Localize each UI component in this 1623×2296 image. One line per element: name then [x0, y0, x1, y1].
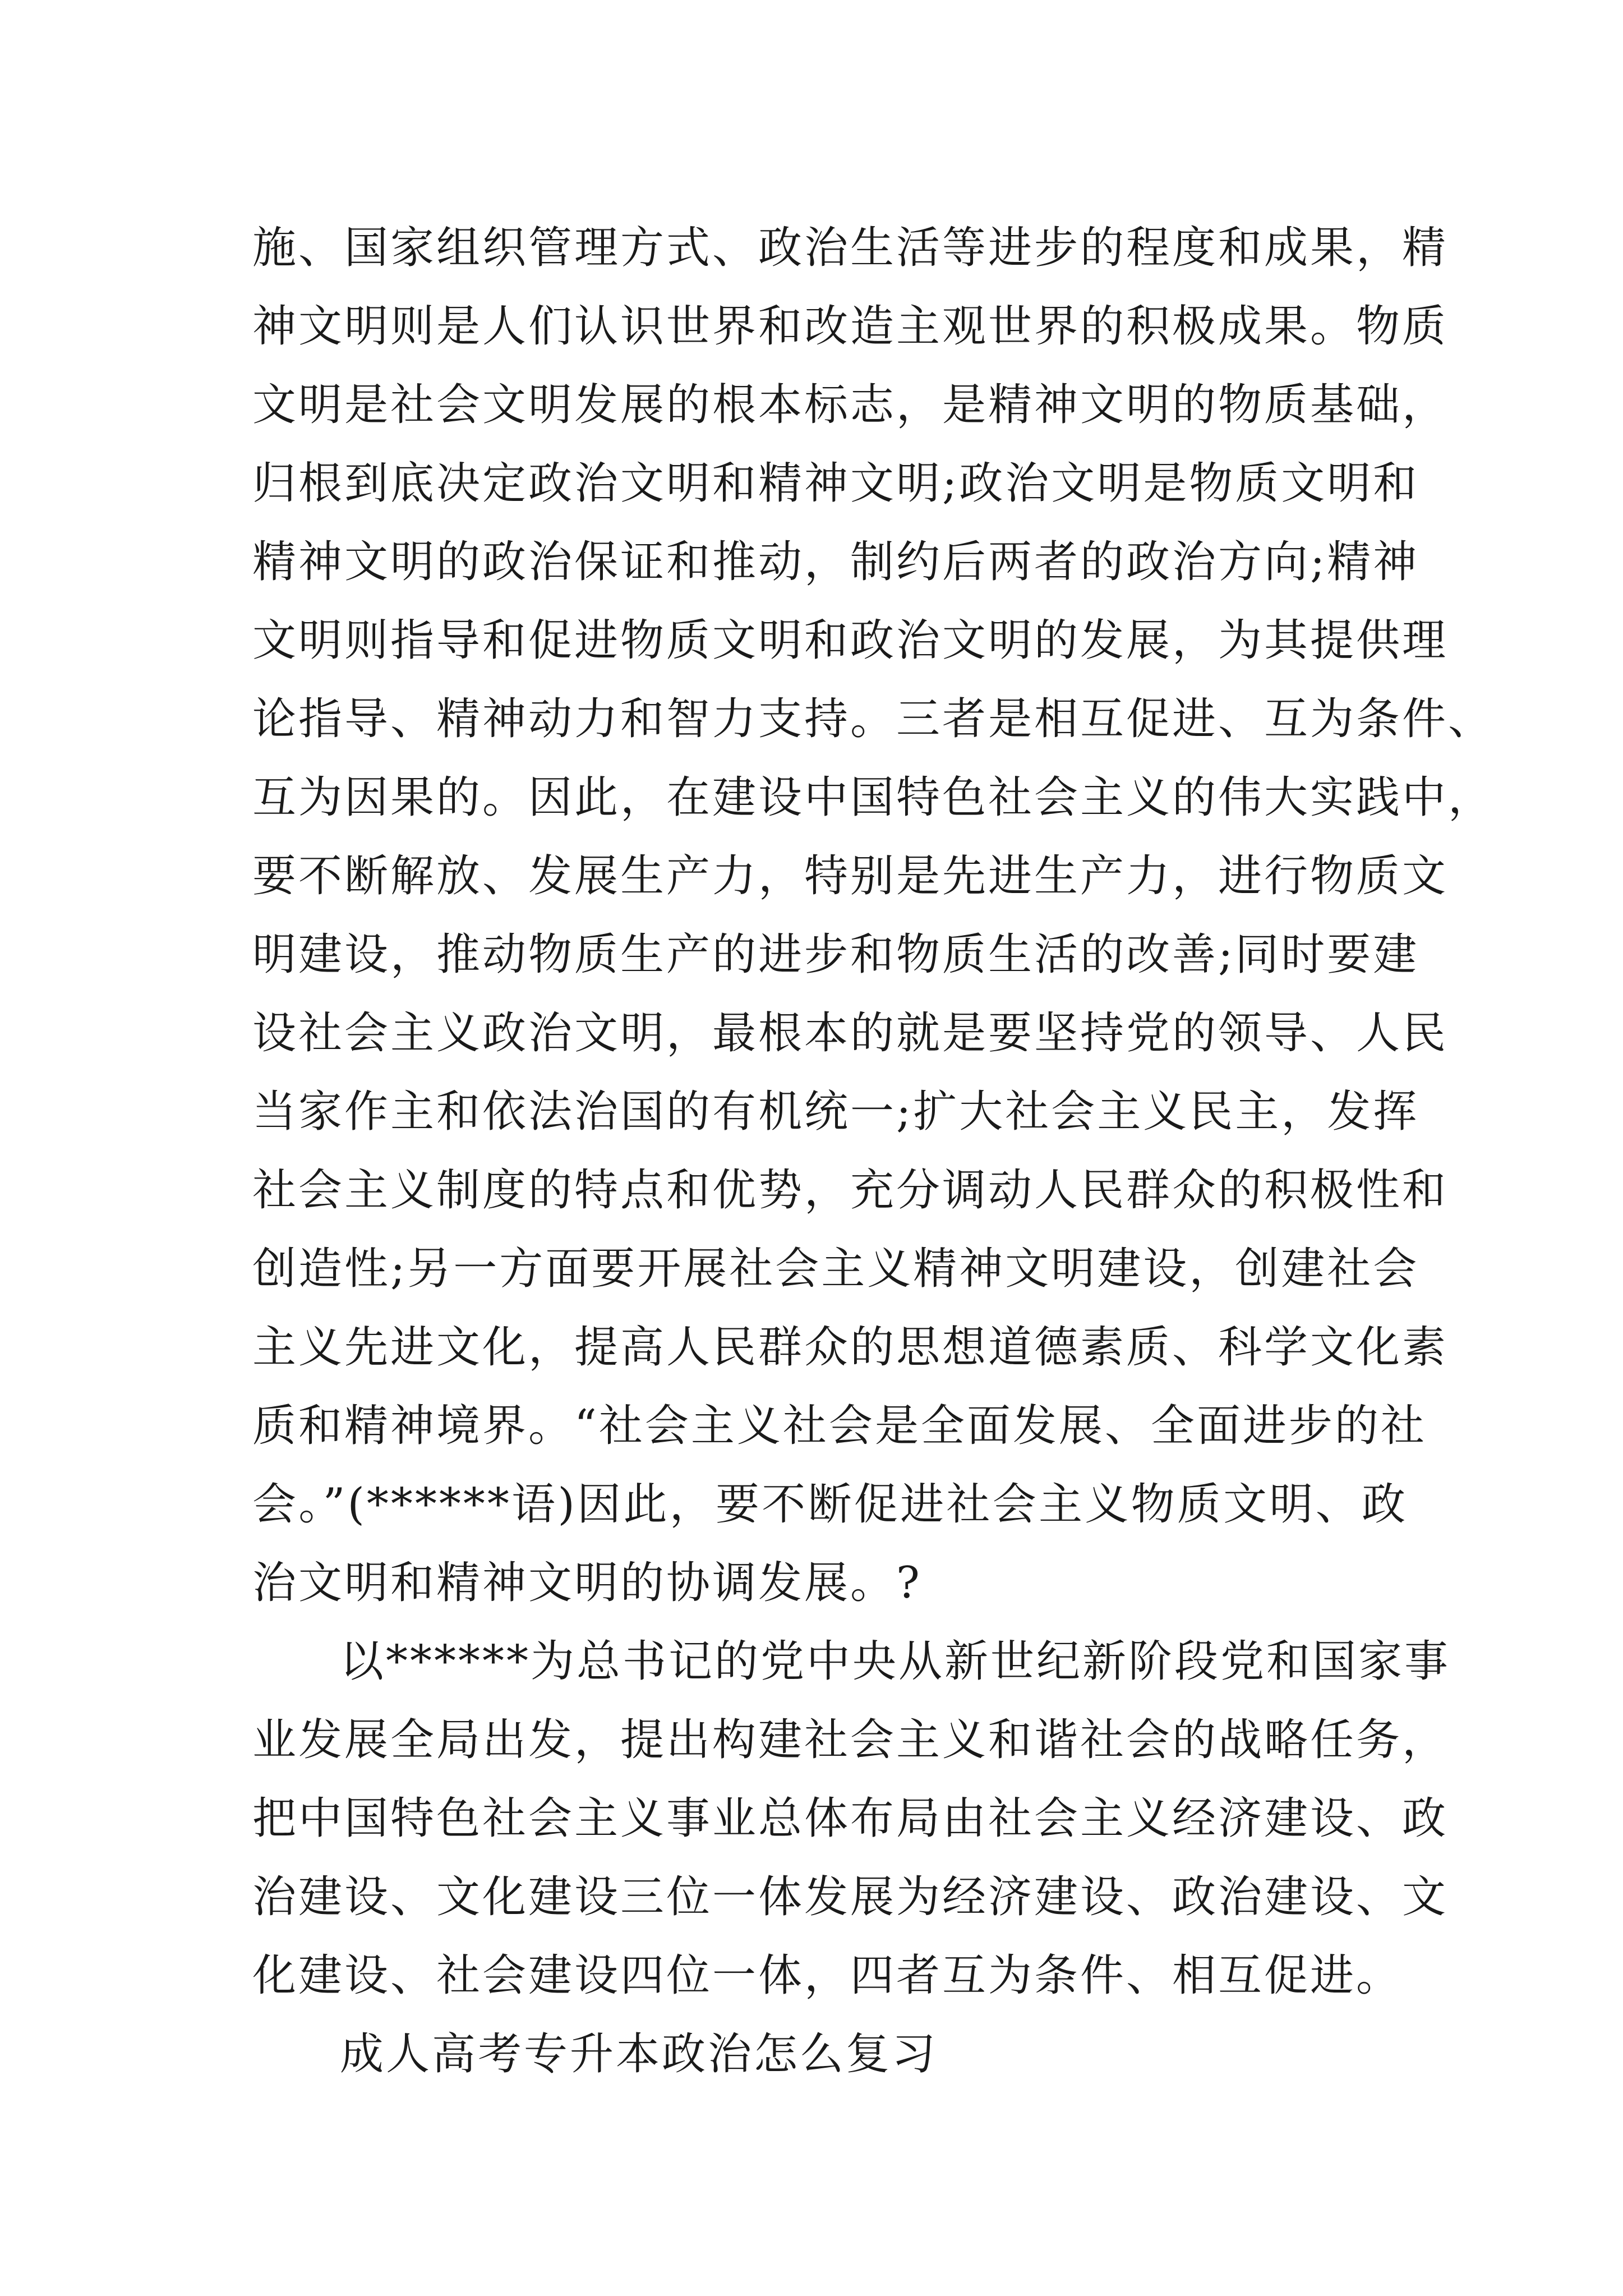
- paragraph-line: 社会主义制度的特点和优势，充分调动人民群众的积极性和: [252, 1165, 1449, 1216]
- paragraph-line: 业发展全局出发，提出构建社会主义和谐社会的战略任务，: [252, 1715, 1449, 1765]
- paragraph-line: 施、国家组织管理方式、政治生活等进步的程度和成果，精: [252, 223, 1449, 273]
- paragraph-3: [252, 2015, 1408, 2093]
- paragraph-line: 设社会主义政治文明，最根本的就是要坚持党的领导、人民: [252, 1008, 1449, 1059]
- paragraph-2: [252, 1622, 1451, 2015]
- paragraph-line: 成人高考专升本政治怎么复习: [340, 2029, 938, 2079]
- paragraph-line: 以******为总书记的党中央从新世纪新阶段党和国家事: [340, 1636, 1451, 1687]
- paragraph-line: 治建设、文化建设三位一体发展为经济建设、政治建设、文: [252, 1872, 1449, 1922]
- paragraph-line: 化建设、社会建设四位一体，四者互为条件、相互促进。: [252, 1950, 1403, 2001]
- paragraph-line: 文明是社会文明发展的根本标志，是精神文明的物质基础，: [252, 380, 1449, 430]
- paragraph-1: [252, 209, 1495, 1622]
- paragraph-line: 神文明则是人们认识世界和改造主观世界的积极成果。物质: [252, 301, 1449, 352]
- paragraph-line: 当家作主和依法治国的有机统一;扩大社会主义民主，发挥: [252, 1087, 1419, 1137]
- paragraph-line: 治文明和精神文明的协调发展。?: [252, 1558, 922, 1608]
- paragraph-line: 明建设，推动物质生产的进步和物质生活的改善;同时要建: [252, 930, 1419, 980]
- paragraph-line: 主义先进文化，提高人民群众的思想道德素质、科学文化素: [252, 1322, 1449, 1373]
- paragraph-line: 质和精神境界。“社会主义社会是全面发展、全面进步的社: [252, 1401, 1427, 1451]
- paragraph-line: 精神文明的政治保证和推动，制约后两者的政治方向;精神: [252, 537, 1419, 587]
- paragraph-line: 归根到底决定政治文明和精神文明;政治文明是物质文明和: [252, 458, 1419, 509]
- paragraph-line: 要不断解放、发展生产力，特别是先进生产力，进行物质文: [252, 851, 1449, 901]
- paragraph-line: 会。”(******语)因此，要不断促进社会主义物质文明、政: [252, 1479, 1408, 1530]
- paragraph-line: 创造性;另一方面要开展社会主义精神文明建设，创建社会: [252, 1244, 1419, 1294]
- paragraph-line: 论指导、精神动力和智力支持。三者是相互促进、互为条件、: [252, 694, 1495, 744]
- document-body: [252, 209, 1495, 2093]
- paragraph-line: 文明则指导和促进物质文明和政治文明的发展，为其提供理: [252, 615, 1449, 666]
- paragraph-line: 互为因果的。因此，在建设中国特色社会主义的伟大实践中，: [252, 772, 1495, 823]
- paragraph-line: 把中国特色社会主义事业总体布局由社会主义经济建设、政: [252, 1793, 1449, 1844]
